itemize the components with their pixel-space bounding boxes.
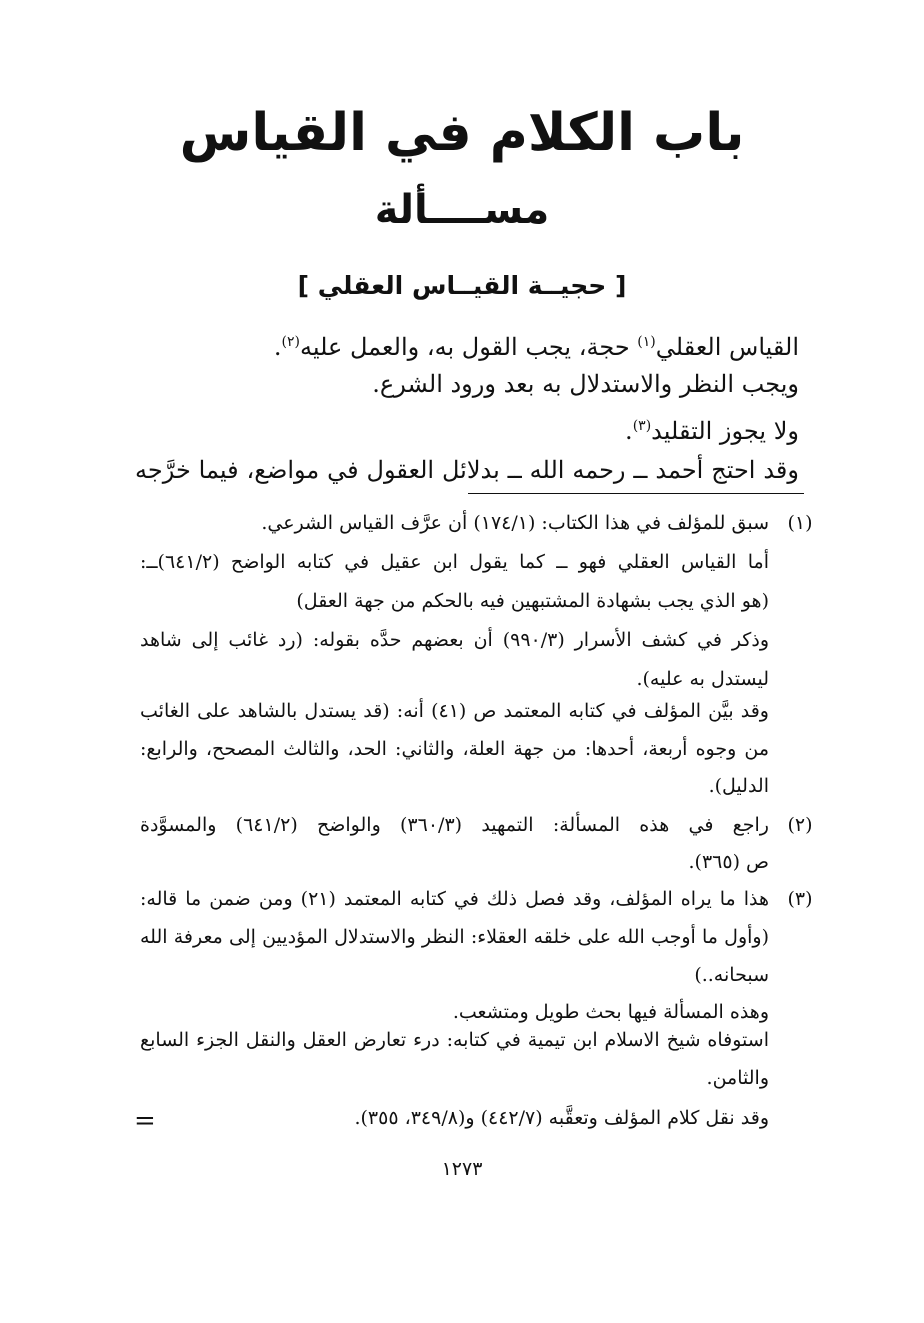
body-text: حجة، يجب القول به، والعمل عليه <box>300 333 638 361</box>
footnote-line: ليستدل به عليه). <box>636 668 769 690</box>
footnote-line: (هو الذي يجب بشهادة المشتبهين فيه بالحكم من جهة العقل) <box>296 590 769 612</box>
body-text: . <box>273 333 282 361</box>
footnote-line: ص (٣٦٥). <box>688 851 769 873</box>
footnote-line: (وأول ما أوجب الله على خلقه العقلاء: النظر والاستدلال المؤديين إلى معرفة الله <box>140 926 769 948</box>
page-number: ١٢٧٣ <box>441 1158 483 1180</box>
footnote-marker[interactable]: (٢) <box>281 334 300 350</box>
footnote-number: (٢) <box>787 814 813 836</box>
continuation-mark: = <box>134 1106 156 1136</box>
footnote-line: أما القياس العقلي فهو ــ كما يقول ابن عقيل في كتابه الواضح (٦٤١/٢)ــ: <box>140 551 769 573</box>
footnote-line: راجع في هذه المسألة: التمهيد (٣٦٠/٣) والواضح (٦٤١/٢) والمسوَّدة <box>140 814 769 836</box>
body-paragraph-line <box>274 322 799 367</box>
body-paragraph-line: ويجب النظر والاستدلال به بعد ورود الشرع. <box>372 370 799 398</box>
chapter-title: باب الكلام في القياس <box>179 103 745 163</box>
footnote-line: وذكر في كشف الأسرار (٩٩٠/٣) أن بعضهم حدَّه بقوله: (رد غائب إلى شاهد <box>140 629 769 651</box>
footnote-marker[interactable]: (١) <box>637 334 656 350</box>
footnote-line: وهذه المسألة فيها بحث طويل ومتشعب. <box>452 1001 769 1023</box>
body-text: القياس العقلي <box>655 333 799 361</box>
issue-heading: مســــألة <box>374 187 550 233</box>
body-text: . <box>625 417 633 445</box>
footnote-line: سبحانه..) <box>694 964 769 986</box>
body-paragraph-line <box>625 406 799 451</box>
footnote-separator <box>468 493 804 494</box>
footnote-line: وقد نقل كلام المؤلف وتعقَّبه (٤٤٢/٧) و(٣٤٩/٨، ٣٥٥). <box>354 1107 769 1129</box>
footnote-number: (١) <box>787 512 813 534</box>
section-heading: [ حجيــة القيــاس العقلي ] <box>297 271 627 300</box>
body-paragraph-line: وقد احتج أحمد ــ رحمه الله ــ بدلائل العقول في مواضع، فيما خرَّجه <box>135 456 799 484</box>
footnote-line: والثامن. <box>706 1067 769 1089</box>
footnote-line: سبق للمؤلف في هذا الكتاب: (١٧٤/١) أن عرَّف القياس الشرعي. <box>261 512 769 534</box>
footnote-line: الدليل). <box>708 775 769 797</box>
footnote-line: هذا ما يراه المؤلف، وقد فصل ذلك في كتابه المعتمد (٢١) ومن ضمن ما قاله: <box>140 888 769 910</box>
footnote-line: وقد بيَّن المؤلف في كتابه المعتمد ص (٤١) أنه: (قد يستدل بالشاهد على الغائب <box>140 700 769 722</box>
footnote-marker[interactable]: (٣) <box>632 418 652 434</box>
footnote-line: من وجوه أربعة، أحدها: من جهة العلة، والثاني: الحد، والثالث المصحح، والرابع: <box>140 738 769 760</box>
body-text: ولا يجوز التقليد <box>651 417 799 445</box>
footnote-number: (٣) <box>787 888 813 910</box>
footnote-line: استوفاه شيخ الاسلام ابن تيمية في كتابه: درء تعارض العقل والنقل الجزء السابع <box>140 1029 769 1051</box>
